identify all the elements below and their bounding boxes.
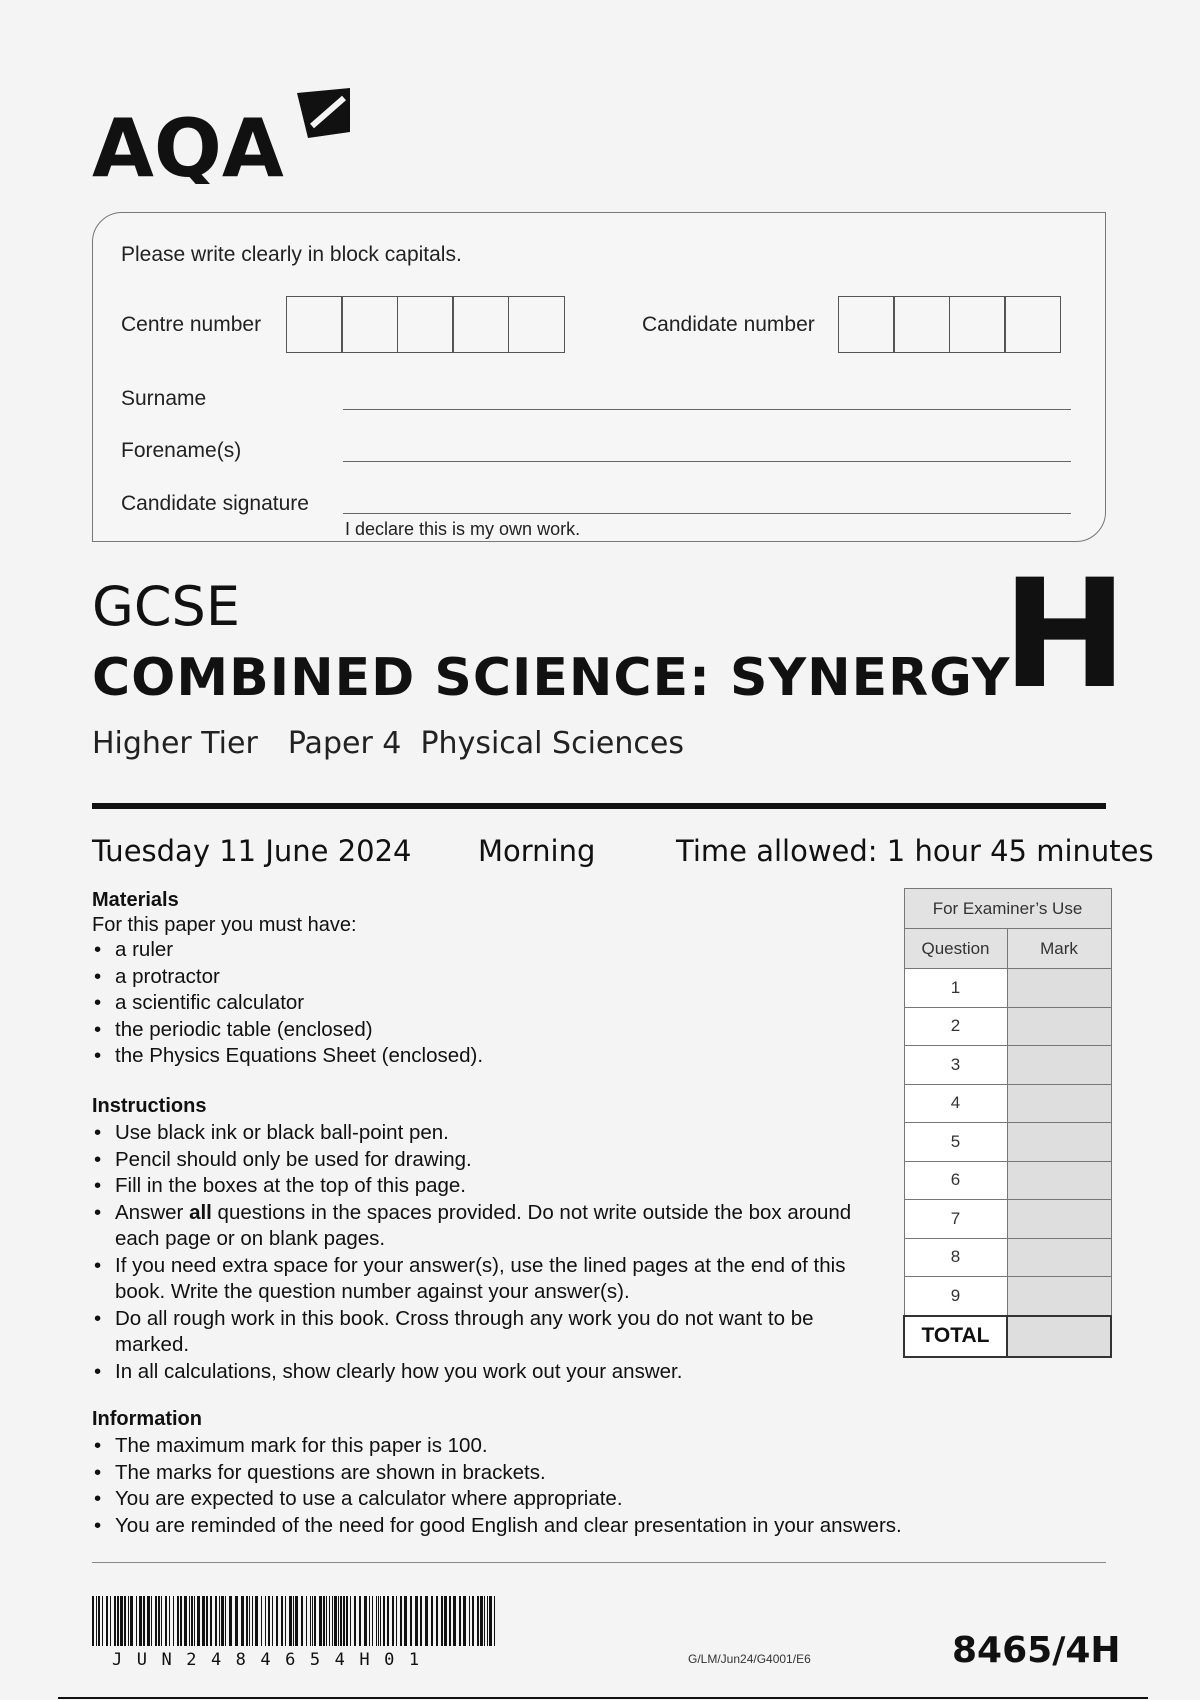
mark-cell [1007, 1200, 1111, 1239]
title-divider [92, 803, 1106, 809]
list-item: • Fill in the boxes at the top of this page. [92, 1173, 892, 1200]
table-row: 2 [904, 1007, 1111, 1046]
centre-number-field[interactable] [287, 296, 565, 353]
reference-code: G/LM/Jun24/G4001/E6 [688, 1652, 811, 1666]
subject-title: COMBINED SCIENCE: SYNERGY [92, 648, 1011, 708]
total-row [904, 1316, 1111, 1357]
block-capitals-instruction: Please write clearly in block capitals. [121, 243, 462, 266]
list-item: • a scientific calculator [92, 990, 872, 1017]
list-item: • You are reminded of the need for good English and clear presentation in your answers. [92, 1513, 1092, 1540]
table-row: 3 [904, 1046, 1111, 1085]
list-item: • the periodic table (enclosed) [92, 1017, 872, 1044]
surname-field[interactable] [343, 409, 1071, 410]
mark-column-header: Mark [1007, 929, 1111, 969]
mark-cell [1007, 1123, 1111, 1162]
tier-letter: H [1002, 548, 1128, 722]
aqa-logo [92, 88, 362, 189]
total-label: TOTAL [904, 1316, 1007, 1357]
mark-cell [1007, 1238, 1111, 1277]
mark-cell [1007, 1046, 1111, 1085]
examiner-use-table [903, 888, 1112, 1358]
candidate-number-field[interactable] [839, 296, 1061, 353]
candidate-number-label: Candidate number [642, 313, 815, 336]
table-row: 7 [904, 1200, 1111, 1239]
table-row: 5 [904, 1123, 1111, 1162]
forenames-label: Forename(s) [121, 439, 242, 462]
instructions-section [92, 1095, 892, 1385]
table-row: 6 [904, 1161, 1111, 1200]
table-row: 8 [904, 1238, 1111, 1277]
qualification-title: GCSE [92, 575, 240, 638]
mark-cell [1007, 969, 1111, 1008]
materials-heading: Materials [92, 889, 179, 911]
list-item: • In all calculations, show clearly how you work out your answer. [92, 1359, 892, 1386]
footer-divider [92, 1562, 1106, 1563]
paper-label: Paper 4 Physical Sciences [287, 726, 684, 761]
list-item: • The marks for questions are shown in brackets. [92, 1460, 1092, 1487]
list-item: • Pencil should only be used for drawing. [92, 1147, 892, 1174]
mark-cell [1007, 1084, 1111, 1123]
total-mark-cell [1007, 1316, 1111, 1357]
question-column-header: Question [904, 929, 1007, 969]
list-item: • a ruler [92, 937, 872, 964]
exam-date: Tuesday 11 June 2024 [92, 834, 412, 868]
tier-label: Higher Tier [92, 726, 258, 761]
barcode-text: JUN2484654H01 [112, 1650, 434, 1670]
forenames-field[interactable] [343, 461, 1071, 462]
table-row: 1 [904, 969, 1111, 1008]
list-item: • If you need extra space for your answer(s), use the lined pages at the end of this book. Write the question number against your answer(s). [92, 1253, 892, 1306]
barcode [92, 1596, 502, 1651]
information-heading: Information [92, 1408, 202, 1430]
materials-intro: For this paper you must have: [92, 914, 357, 936]
information-section [92, 1408, 1092, 1539]
page-bottom-rule [58, 1697, 1148, 1699]
centre-number-label: Centre number [121, 313, 262, 336]
table-row: 4 [904, 1084, 1111, 1123]
list-item: • a protractor [92, 964, 872, 991]
signature-label: Candidate signature [121, 492, 309, 515]
table-row: 9 [904, 1277, 1111, 1316]
list-item: • the Physics Equations Sheet (enclosed). [92, 1043, 872, 1070]
instructions-heading: Instructions [92, 1095, 207, 1117]
list-item: • Use black ink or black ball-point pen. [92, 1120, 892, 1147]
surname-label: Surname [121, 387, 207, 410]
time-allowed: Time allowed: 1 hour 45 minutes [676, 834, 1154, 868]
materials-section [92, 889, 872, 1070]
list-item: • Answer all questions in the spaces provided. Do not write outside the box around each page or on blank pages. [92, 1200, 892, 1253]
paper-code: 8465/4H [952, 1630, 1121, 1671]
exam-session: Morning [478, 834, 596, 868]
declaration-text: I declare this is my own work. [345, 519, 581, 539]
tier-paper-line [92, 726, 684, 761]
examiner-table-title: For Examiner’s Use [904, 889, 1111, 929]
list-item: • You are expected to use a calculator where appropriate. [92, 1486, 1092, 1513]
list-item: • Do all rough work in this book. Cross through any work you do not want to be marked. [92, 1306, 892, 1359]
mark-cell [1007, 1161, 1111, 1200]
mark-cell [1007, 1277, 1111, 1316]
signature-field[interactable] [343, 513, 1071, 514]
mark-cell [1007, 1007, 1111, 1046]
aqa-logo-text: AQA [92, 102, 284, 184]
list-item: • The maximum mark for this paper is 100. [92, 1433, 1092, 1460]
candidate-details-box [92, 212, 1106, 542]
